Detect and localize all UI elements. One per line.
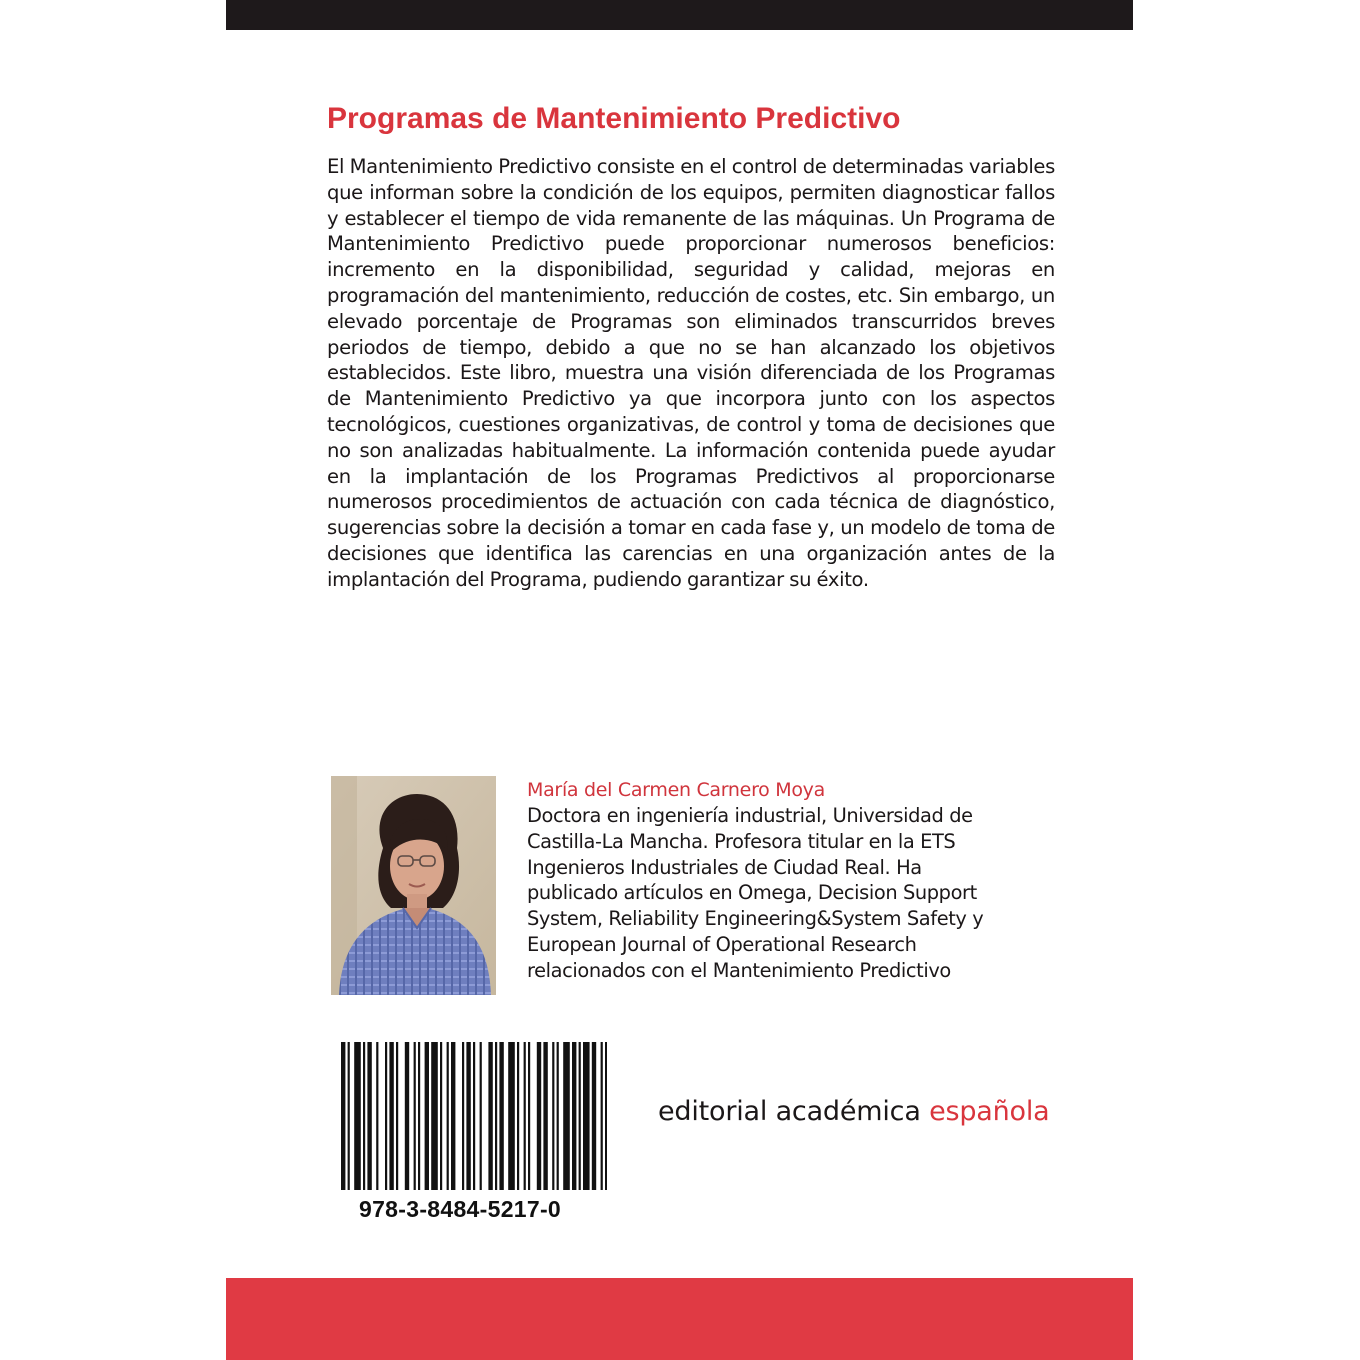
barcode-bar [473, 1042, 475, 1190]
book-synopsis: El Mantenimiento Predictivo consiste en el control de determinadas variables que informan sobre la condición de los equipos, permiten diagnosticar fallos y establecer el tiempo de vida remanente de las máquinas. Un Programa de Mantenimiento Predictivo puede proporcionar numerosos beneficios: incremento en la disponibilidad, seguridad y calidad, mejoras en programación del mantenimiento, reducción de costes, etc. Sin embargo, un elevado porcentaje de Programas son eliminados transcurridos breves periodos de tiempo, debido a que no se han alcanzado los objetivos establecidos. Este libro, muestra una visión diferenciada de los Programas de Mantenimiento Predictivo ya que incorpora junto con los aspectos tecnológicos, cuestiones organizativas, de control y toma de decisiones que no son analizadas habitualmente. La información contenida puede ayudar en la implantación de los Programas Predictivos al proporcionarse numerosos procedimientos de actuación con cada técnica de diagnóstico, sugerencias sobre la decisión a tomar en cada fase y, un modelo de toma de decisiones que identifica las carencias en una organización antes de la implantación del Programa, pudiendo garantizar su éxito. [327, 155, 1055, 591]
barcode-bar [385, 1042, 387, 1190]
author-bio-line: European Journal of Operational Research [527, 932, 917, 956]
barcode-bar [348, 1042, 350, 1190]
author-bio-line: relacionados con el Mantenimiento Predictivo [527, 958, 951, 982]
barcode-bar [451, 1042, 455, 1190]
author-bio-line: System, Reliability Engineering&System Safety y [527, 907, 984, 931]
barcode-bar [495, 1042, 497, 1190]
barcode-bar [389, 1042, 393, 1190]
barcode-bar [499, 1042, 503, 1190]
barcode-bar [572, 1042, 576, 1190]
barcode-bar [552, 1042, 554, 1190]
author-photo [331, 776, 496, 995]
book-back-cover [226, 0, 1133, 1360]
barcode-bar [605, 1042, 607, 1190]
barcode-bar [517, 1042, 519, 1190]
author-bio-line: Doctora en ingeniería industrial, Universidad de [527, 804, 973, 827]
barcode-bar [543, 1042, 547, 1190]
author-bio-line: Ingenieros Industriales de Ciudad Real. Ha [527, 855, 922, 879]
barcode-bar [425, 1042, 429, 1190]
barcode-bar [405, 1042, 409, 1190]
barcode-bar [592, 1042, 596, 1190]
barcode-bar [376, 1042, 378, 1190]
barcode-bar [557, 1042, 559, 1190]
barcode-bar [480, 1042, 482, 1190]
barcode-bar [466, 1042, 470, 1190]
isbn-number: 978-3-8484-5217-0 [359, 1196, 562, 1222]
barcode-bar [583, 1042, 590, 1190]
barcode-bar [601, 1042, 603, 1190]
barcode-bar [440, 1042, 442, 1190]
barcode-bar [431, 1042, 438, 1190]
barcode-bar [563, 1042, 570, 1190]
barcode-bar [524, 1042, 526, 1190]
barcode-bar [363, 1042, 365, 1190]
publisher-logo [658, 1094, 1050, 1130]
publisher-name-accent: española [929, 1096, 1050, 1127]
bottom-color-band [226, 1278, 1133, 1360]
book-title: Programas de Mantenimiento Predictivo [327, 102, 901, 135]
publisher-name: editorial académica [658, 1096, 921, 1127]
barcode-bar [579, 1042, 581, 1190]
barcode-bar [488, 1042, 492, 1190]
barcode-bar [418, 1042, 420, 1190]
barcode-bar [462, 1042, 464, 1190]
barcode-bar [528, 1042, 530, 1190]
barcode-bar [508, 1042, 515, 1190]
barcode-bar [414, 1042, 416, 1190]
author-bio-line: Castilla-La Mancha. Profesora titular en la ETS [527, 829, 956, 853]
barcode-bar [447, 1042, 449, 1190]
top-color-band [226, 0, 1133, 30]
barcode-bar [396, 1042, 398, 1190]
barcode-bar [354, 1042, 361, 1190]
author-bio-line: publicado artículos en Omega, Decision Support [527, 881, 977, 905]
barcode-bar [367, 1042, 371, 1190]
barcode-bar [341, 1042, 345, 1190]
isbn-barcode [341, 1042, 607, 1190]
author-name: María del Carmen Carnero Moya [527, 779, 825, 801]
barcode-bar [537, 1042, 541, 1190]
author-bio [527, 803, 1027, 984]
